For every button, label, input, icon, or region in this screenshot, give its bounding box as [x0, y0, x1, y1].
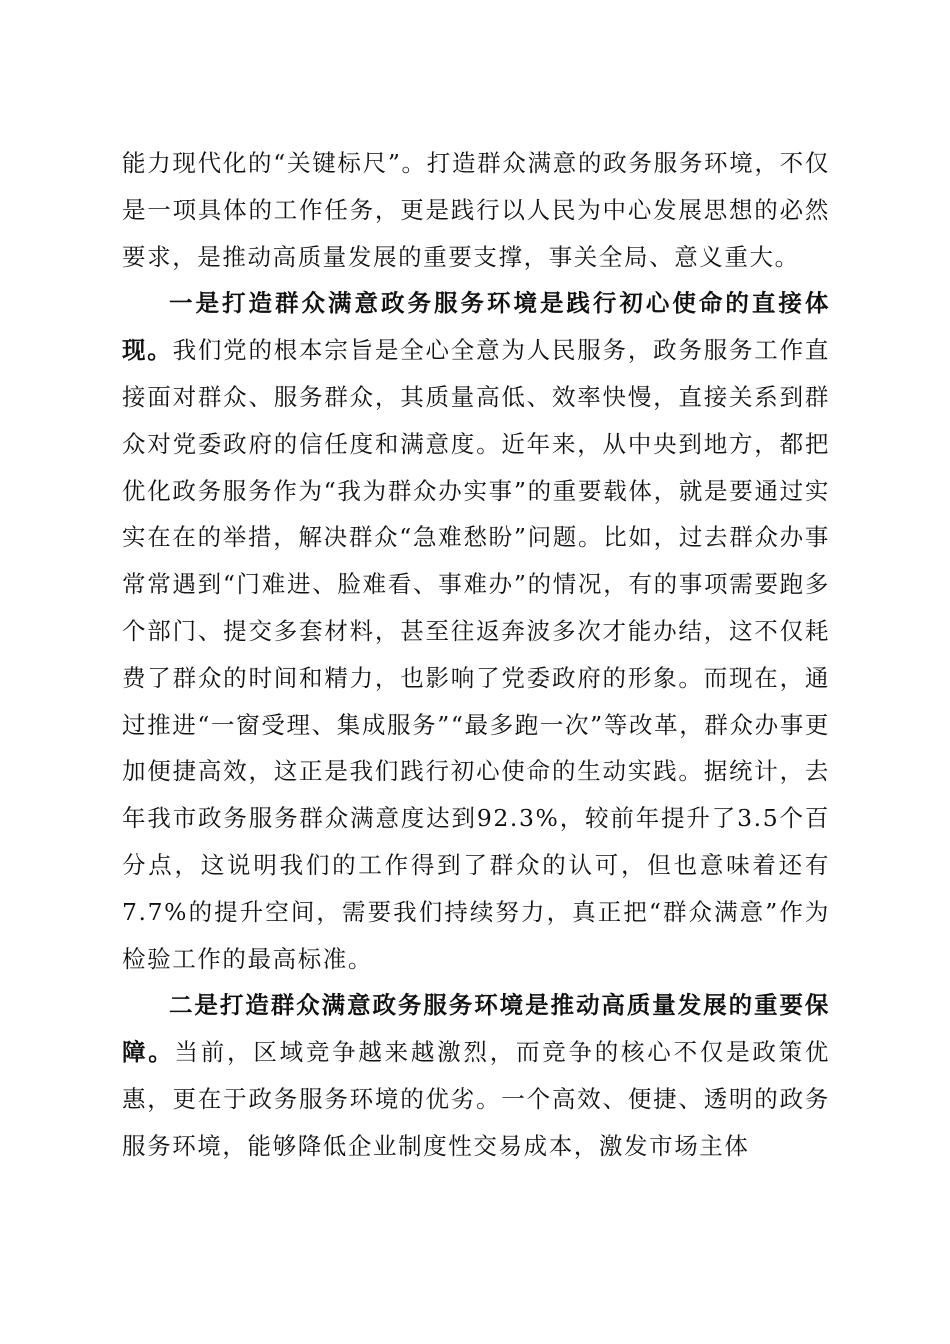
paragraph-point-one	[122, 280, 830, 982]
paragraph-lead: 一是打造群众满意政务服务环境是践行初心使命的直接体现。	[122, 289, 830, 365]
paragraph-text: 我们党的根本宗旨是全心全意为人民服务，政务服务工作直接面对群众、服务群众，其质量高低、效率快慢，直接关系到群众对党委政府的信任度和满意度。近年来，从中央到地方，都把优化政务服务作为“我为群众办实事”的重要载体，就是要通过实实在在的举措，解决群众“急难愁盼”问题。比如，过去群众办事常常遇到“门难进、脸难看、事难办”的情况，有的事项需要跑多个部门、提交多套材料，甚至往返奔波多次才能办结，这不仅耗费了群众的时间和精力，也影响了党委政府的形象。而现在，通过推进“一窗受理、集成服务”“最多跑一次”等改革，群众办事更加便捷高效，这正是我们践行初心使命的生动实践。据统计，去年我市政务服务群众满意度达到92.3%，较前年提升了3.5个百分点，这说明我们的工作得到了群众的认可，但也意味着还有7.7%的提升空间，需要我们持续努力，真正把“群众满意”作为检验工作的最高标准。	[122, 336, 830, 973]
document-body	[122, 140, 830, 1170]
paragraph-text: 当前，区域竞争越来越激烈，而竞争的核心不仅是政策优惠，更在于政务服务环境的优劣。一个高效、便捷、透明的政务服务环境，能够降低企业制度性交易成本，激发市场主体	[122, 1038, 830, 1160]
paragraph-lead: 二是打造群众满意政务服务环境是推动高质量发展的重要保障。	[122, 991, 830, 1067]
paragraph-text: 能力现代化的“关键标尺”。打造群众满意的政务服务环境，不仅是一项具体的工作任务，更是践行以人民为中心发展思想的必然要求，是推动高质量发展的重要支撑，事关全局、意义重大。	[122, 149, 830, 271]
paragraph-continued	[122, 140, 830, 280]
paragraph-point-two	[122, 982, 830, 1169]
